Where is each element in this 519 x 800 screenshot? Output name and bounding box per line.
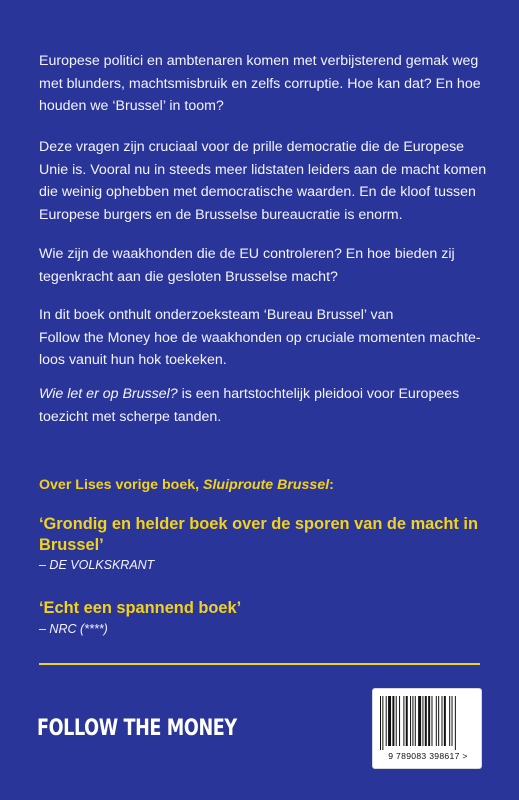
barcode-bar [442,696,443,746]
reviews-intro-suffix: : [329,477,334,493]
review-quote-1: ‘Grondig en helder boek over de sporen van de macht in Brussel’ [39,515,479,554]
isbn-barcode [372,688,482,769]
reviews-intro-prefix: Over Lises vorige boek, [39,477,204,493]
blurb-p4-line-3: loos vanuit hun hok toekeken. [39,352,227,368]
barcode-bar [403,696,404,746]
divider-line [39,663,480,665]
barcode-bar [406,696,408,746]
barcode-bar [412,696,413,746]
barcode-bar [422,696,423,746]
blurb-p4-line-1: In dit boek onthult onderzoeksteam ‘Bureau Brussel’ van [39,307,394,323]
barcode-bar [418,696,421,746]
isbn-digits: 9 789083 398617 [388,751,460,761]
isbn-arrow: > [462,751,468,761]
barcode-bar [382,696,383,750]
barcode-bar [455,696,456,750]
barcode-bar [436,696,437,746]
review-quote-2: ‘Echt een spannend boek’ [39,599,242,617]
previous-book-title: Sluiproute Brussel [203,477,330,493]
barcode-bars [380,696,476,750]
blurb-paragraph-1: Europese politici en ambtenaren komen met verbijsterend gemak weg met blunders, machtsmisbruik en zelfs corruptie. Hoe kan dat? En hoe houden we ‘Brussel’ in toom? [39,53,481,114]
barcode-bar [380,696,381,750]
barcode-bar [410,696,411,746]
barcode-bar [396,696,397,746]
barcode-bar [452,696,453,746]
barcode-bar [399,696,400,746]
blurb-paragraph-2: Deze vragen zijn cruciaal voor de prille democratie die de Europese Unie is. Vooral nu in steeds meer lidstaten leiders aan de macht komen die weinig ophebben met democratische waarden. En de kloof tussen Europese burgers en de Brusselse bureaucratie is enorm. [39,139,487,223]
barcode-bar [392,696,394,746]
barcode-bar [444,696,446,746]
blurb-paragraph-4 [39,304,487,372]
barcode-bar [428,696,430,746]
blurb-paragraph-3: Wie zijn de waakhonden die de EU controleren? En hoe bieden zij tegenkracht aan die gesloten Brusselse macht? [39,246,455,285]
isbn-number [373,751,483,761]
book-title-inline: Wie let er op Brussel? [39,386,178,402]
blurb-paragraph-5 [39,383,487,428]
review-source-2: – NRC (****) [39,622,108,636]
publisher-logo: FOLLOW THE MONEY [37,716,237,741]
blurb-p4-line-2: Follow the Money hoe de waakhonden op cruciale momenten machte- [39,329,481,346]
barcode-bar [449,696,450,746]
barcode-bar [425,696,427,746]
barcode-bar [415,696,416,746]
blurb-p5-rest: is een hartstochtelijk pleidooi voor Europees toezicht met scherpe tanden. [39,386,460,425]
review-source-1: – DE VOLKSKRANT [39,558,155,572]
barcode-bar [388,696,391,746]
barcode-bar [438,696,439,746]
barcode-bar [386,696,387,746]
barcode-bar [431,696,432,746]
reviews-intro [39,477,334,493]
